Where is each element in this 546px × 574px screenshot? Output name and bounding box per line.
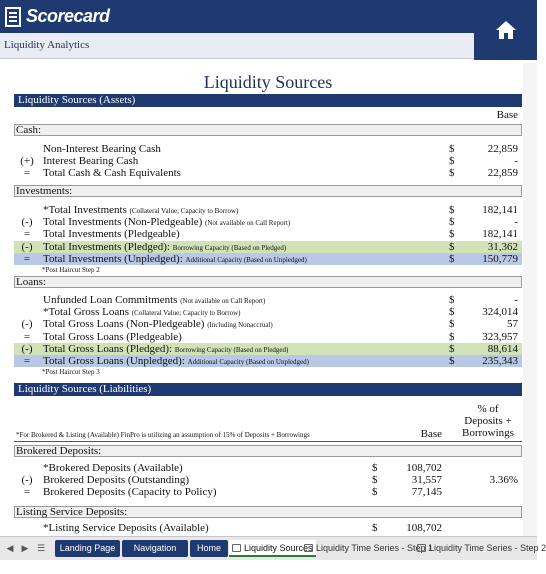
home-icon [495, 20, 517, 40]
vertical-scrollbar[interactable] [523, 63, 537, 536]
row-sublabel: Additional Capacity (Based on Unpledged) [185, 255, 307, 264]
table-row [14, 241, 522, 253]
row-currency: $ [449, 204, 455, 216]
row-sublabel: (Not available on Call Report) [205, 219, 291, 228]
tab-liquidity-time-series-step-1[interactable] [304, 540, 433, 557]
table-row [14, 143, 522, 155]
row-currency: $ [449, 342, 455, 355]
row-currency: $ [372, 474, 378, 487]
investments-note: *Post Haircut Step 2 [42, 266, 100, 274]
row-label: *Brokered Deposits (Available) [43, 462, 183, 474]
sheet-icon [232, 544, 241, 552]
table-row [14, 155, 522, 167]
row-operator: = [23, 486, 31, 499]
table-row [14, 306, 522, 318]
home-button[interactable] [474, 0, 537, 60]
pct-header-line-2: Deposits + [464, 415, 512, 427]
row-value: 77,145 [411, 486, 442, 499]
table-row [14, 294, 522, 306]
row-currency: $ [449, 252, 455, 265]
row-sublabel: (Collateral Value; Capacity to Borrow) [131, 309, 241, 318]
row-label: Total Investments (Pledgeable) [43, 228, 180, 241]
row-label: *Listing Service Deposits (Available) [43, 522, 209, 534]
row-currency: $ [449, 216, 455, 229]
row-label: *Total Gross Loans (Collateral Value; Capacity to Borrow) [43, 306, 241, 319]
row-operator: (+) [20, 155, 34, 168]
row-currency: $ [449, 294, 455, 306]
page-title: Liquidity Sources [203, 72, 333, 92]
table-row [14, 462, 522, 474]
row-value: - [514, 155, 518, 168]
tab-label: Liquidity Sources [244, 543, 313, 553]
brokered-group-header: Brokered Deposits: [14, 445, 522, 457]
row-label: Total Gross Loans (Non-Pledgeable) (Including Nonaccrual) [43, 318, 273, 331]
row-sublabel: Borrowing Capacity (Based on Pledged) [174, 345, 289, 354]
row-sublabel: Borrowing Capacity (Based on Pledged) [172, 243, 287, 252]
table-row [14, 486, 522, 498]
scorecard-logo [5, 6, 110, 27]
row-operator: (-) [21, 318, 33, 331]
liabilities-note: *For Brokered & Listing (Available) FinPro is utilizing an assumption of 15% of Deposits + Borrowings [16, 431, 310, 439]
hamburger-icon[interactable]: ☰ [36, 543, 46, 553]
table-row [14, 253, 522, 265]
navigation-pane-button[interactable]: Navigation Pane [122, 540, 188, 557]
table-row [14, 474, 522, 486]
liabilities-header-rule [14, 441, 522, 442]
row-value: 235,343 [482, 355, 518, 367]
row-currency: $ [449, 167, 455, 180]
loans-note: *Post Haircut Step 3 [42, 368, 100, 376]
row-value: 324,014 [482, 306, 518, 319]
tab-liquidity-sources[interactable] [229, 540, 316, 557]
row-value: 22,859 [487, 143, 518, 155]
table-row [14, 318, 522, 330]
row-value: 182,141 [482, 204, 518, 216]
row-value: 108,702 [406, 522, 442, 534]
worksheet [0, 63, 537, 536]
sheet-tab-bar [0, 536, 546, 570]
row-value: 22,859 [487, 167, 518, 180]
row-currency: $ [449, 355, 455, 367]
table-row [14, 228, 522, 240]
row-percent: 3.36% [489, 474, 518, 487]
table-row [14, 355, 522, 367]
listing-group-header: Listing Service Deposits: [14, 506, 522, 518]
row-value: 31,362 [487, 240, 518, 253]
table-row [14, 343, 522, 355]
row-value: 31,557 [411, 474, 442, 487]
row-currency: $ [449, 240, 455, 253]
sheet-icon [417, 544, 426, 552]
top-banner [0, 0, 537, 33]
row-label: Total Investments (Non-Pledgeable) (Not available on Call Report) [43, 216, 291, 229]
row-label: Interest Bearing Cash [43, 155, 139, 168]
table-row [14, 216, 522, 228]
row-value: 108,702 [406, 462, 442, 474]
row-value: 323,957 [482, 330, 518, 343]
row-label: Total Investments (Pledged): Borrowing Capacity (Based on Pledged) [43, 240, 287, 253]
row-label: Total Gross Loans (Pledgeable) [43, 330, 182, 343]
pct-header-line-3: Borrowings [462, 427, 514, 439]
home-tab-button[interactable]: Home [190, 540, 228, 557]
row-currency: $ [449, 306, 455, 319]
row-operator: = [23, 355, 31, 367]
row-value: 57 [507, 318, 518, 331]
loans-group-header: Loans: [14, 276, 522, 288]
chevron-right-icon[interactable]: ▶ [21, 543, 29, 553]
row-label: Total Cash & Cash Equivalents [43, 167, 181, 180]
sub-header [0, 33, 474, 59]
tab-label: Liquidity Time Series - Step 2 [429, 543, 546, 553]
chevron-left-icon[interactable]: ◀ [6, 543, 14, 553]
landing-page-button[interactable]: Landing Page [55, 540, 120, 557]
row-currency: $ [449, 228, 455, 241]
table-row [14, 167, 522, 179]
row-sublabel: (Including Nonaccrual) [207, 321, 273, 330]
row-label: Brokered Deposits (Capacity to Policy) [43, 486, 217, 499]
logo-text: Scorecard [26, 6, 110, 26]
row-value: - [514, 216, 518, 229]
tab-liquidity-time-series-step-2[interactable] [417, 540, 546, 557]
row-currency: $ [449, 318, 455, 331]
liabilities-section-header: Liquidity Sources (Liabilities) [14, 383, 522, 396]
assets-section-header: Liquidity Sources (Assets) [14, 94, 522, 107]
pct-header-line-1: % of [477, 403, 499, 415]
liabilities-base-header: Base [420, 428, 442, 440]
row-sublabel: (Not available on Call Report) [180, 297, 266, 305]
row-currency: $ [449, 330, 455, 343]
row-operator: (-) [21, 216, 33, 229]
assets-base-header: Base [496, 109, 518, 121]
cash-group-header: Cash: [14, 124, 522, 136]
row-currency: $ [372, 462, 378, 474]
row-currency: $ [449, 155, 455, 168]
table-row [14, 331, 522, 343]
row-value: 150,779 [482, 252, 518, 265]
row-label: Total Investments (Unpledged): Additional Capacity (Based on Unpledged) [43, 252, 307, 265]
sheet-icon [304, 544, 313, 552]
table-row [14, 204, 522, 216]
row-value: 88,614 [487, 342, 518, 355]
row-label: Non-Interest Bearing Cash [43, 143, 161, 155]
row-operator: = [23, 252, 31, 265]
row-sublabel: Additional Capacity (Based on Unpledged) [187, 358, 309, 366]
row-operator: = [23, 167, 31, 180]
row-label: *Total Investments (Collateral Value; Capacity to Borrow) [43, 204, 239, 216]
row-label: Total Gross Loans (Pledged): Borrowing Capacity (Based on Pledged) [43, 342, 289, 355]
row-operator: (-) [21, 474, 33, 487]
row-value: - [514, 294, 518, 306]
pct-header [458, 403, 518, 439]
table-row [14, 522, 522, 534]
row-value: 182,141 [482, 228, 518, 241]
row-operator: (-) [21, 342, 33, 355]
row-operator: = [23, 228, 31, 241]
page-subtitle: Liquidity Analytics [4, 39, 90, 51]
row-label: Brokered Deposits (Outstanding) [43, 474, 190, 487]
row-label: Unfunded Loan Commitments (Not available on Call Report) [43, 294, 266, 306]
investments-group-header: Investments: [14, 185, 522, 197]
row-label: Total Gross Loans (Unpledged): Additional Capacity (Based on Unpledged) [43, 355, 309, 367]
scorecard-logo-icon [5, 7, 23, 27]
row-currency: $ [449, 143, 455, 155]
row-currency: $ [372, 522, 378, 534]
row-operator: = [23, 330, 31, 343]
tab-label: Liquidity Time Series - Step 1 [316, 543, 434, 553]
row-sublabel: (Collateral Value; Capacity to Borrow) [129, 207, 239, 215]
row-operator: (-) [21, 240, 33, 253]
row-currency: $ [372, 486, 378, 499]
